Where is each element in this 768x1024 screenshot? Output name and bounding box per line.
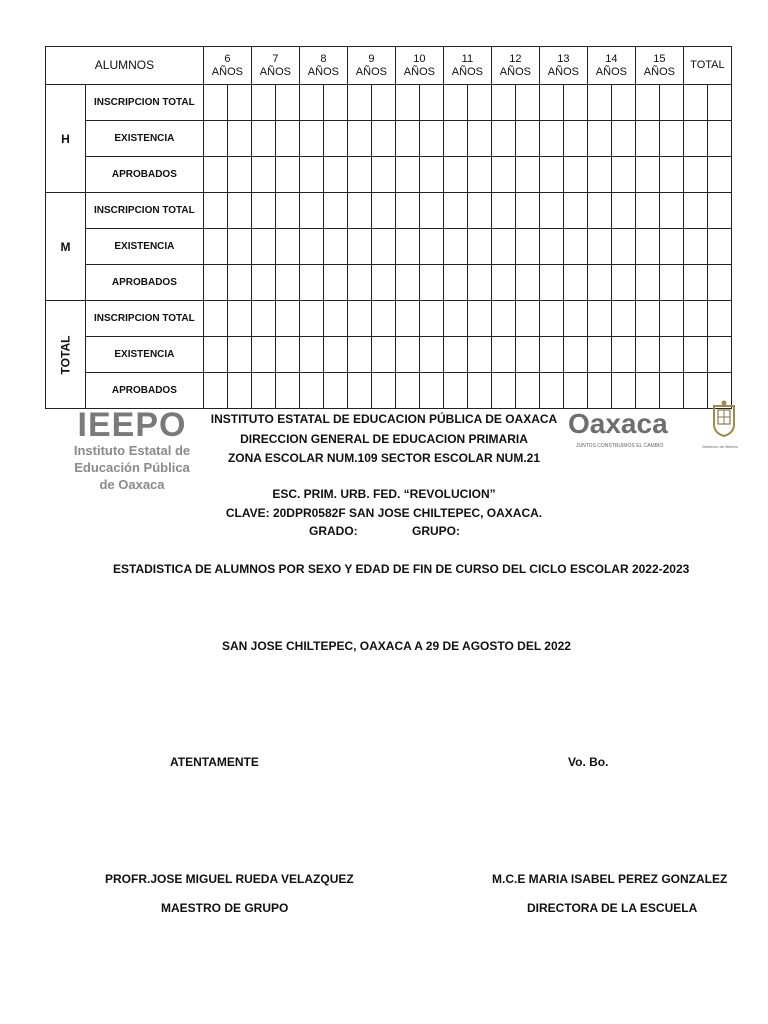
data-cell[interactable] <box>299 373 323 409</box>
data-cell[interactable] <box>299 121 323 157</box>
table-header-row <box>46 47 732 85</box>
header-age-number: 15 <box>653 52 666 65</box>
header-age-unit: AÑOS <box>547 65 579 78</box>
header-age <box>203 47 251 85</box>
data-cell[interactable] <box>587 265 611 301</box>
data-cell[interactable] <box>707 265 731 301</box>
header-age <box>395 47 443 85</box>
data-cell[interactable] <box>683 121 707 157</box>
data-cell[interactable] <box>371 265 395 301</box>
grupo-label: GRUPO: <box>412 524 460 538</box>
data-cell[interactable] <box>251 265 275 301</box>
data-cell[interactable] <box>467 337 491 373</box>
header-age-unit: AÑOS <box>451 65 483 78</box>
left-signatory-role: MAESTRO DE GRUPO <box>161 901 289 915</box>
data-cell[interactable] <box>635 373 659 409</box>
table-row <box>46 121 732 157</box>
data-cell[interactable] <box>539 265 563 301</box>
data-cell[interactable] <box>515 121 539 157</box>
data-cell[interactable] <box>611 301 635 337</box>
data-cell[interactable] <box>611 265 635 301</box>
data-cell[interactable] <box>395 265 419 301</box>
right-signatory-name: M.C.E MARIA ISABEL PEREZ GONZALEZ <box>492 872 728 886</box>
data-cell[interactable] <box>467 301 491 337</box>
data-cell[interactable] <box>203 337 227 373</box>
data-cell[interactable] <box>203 193 227 229</box>
data-cell[interactable] <box>395 121 419 157</box>
data-cell[interactable] <box>659 337 683 373</box>
data-cell[interactable] <box>683 85 707 121</box>
data-cell[interactable] <box>587 229 611 265</box>
data-cell[interactable] <box>323 373 347 409</box>
data-cell[interactable] <box>203 301 227 337</box>
data-cell[interactable] <box>563 301 587 337</box>
left-salutation: ATENTAMENTE <box>170 755 259 769</box>
group-label <box>46 85 86 193</box>
data-cell[interactable] <box>251 157 275 193</box>
data-cell[interactable] <box>659 121 683 157</box>
data-cell[interactable] <box>395 193 419 229</box>
data-cell[interactable] <box>707 193 731 229</box>
row-label: INSCRIPCION TOTAL <box>85 301 203 337</box>
data-cell[interactable] <box>227 229 251 265</box>
data-cell[interactable] <box>467 85 491 121</box>
data-cell[interactable] <box>443 157 467 193</box>
data-cell[interactable] <box>683 337 707 373</box>
data-cell[interactable] <box>683 265 707 301</box>
data-cell[interactable] <box>563 337 587 373</box>
data-cell[interactable] <box>611 337 635 373</box>
data-cell[interactable] <box>467 157 491 193</box>
data-cell[interactable] <box>707 85 731 121</box>
header-age-unit: AÑOS <box>355 65 387 78</box>
right-salutation: Vo. Bo. <box>568 755 609 769</box>
data-cell[interactable] <box>419 157 443 193</box>
data-cell[interactable] <box>539 85 563 121</box>
header-age-number: 10 <box>413 52 426 65</box>
data-cell[interactable] <box>347 121 371 157</box>
data-cell[interactable] <box>275 301 299 337</box>
data-cell[interactable] <box>371 193 395 229</box>
data-cell[interactable] <box>539 157 563 193</box>
data-cell[interactable] <box>491 121 515 157</box>
data-cell[interactable] <box>635 85 659 121</box>
data-cell[interactable] <box>227 121 251 157</box>
data-cell[interactable] <box>227 265 251 301</box>
header-age-number: 14 <box>605 52 618 65</box>
data-cell[interactable] <box>323 229 347 265</box>
data-cell[interactable] <box>467 121 491 157</box>
ieepo-logo-sub: de Oaxaca <box>99 477 165 492</box>
data-cell[interactable] <box>707 337 731 373</box>
institution-heading <box>200 411 568 466</box>
data-cell[interactable] <box>587 301 611 337</box>
data-cell[interactable] <box>635 121 659 157</box>
data-cell[interactable] <box>227 373 251 409</box>
data-cell[interactable] <box>611 157 635 193</box>
table-row <box>46 229 732 265</box>
data-cell[interactable] <box>203 157 227 193</box>
data-cell[interactable] <box>251 337 275 373</box>
data-cell[interactable] <box>611 373 635 409</box>
data-cell[interactable] <box>395 85 419 121</box>
data-cell[interactable] <box>299 157 323 193</box>
data-cell[interactable] <box>227 157 251 193</box>
data-cell[interactable] <box>443 121 467 157</box>
data-cell[interactable] <box>635 229 659 265</box>
data-cell[interactable] <box>515 301 539 337</box>
header-age <box>491 47 539 85</box>
data-cell[interactable] <box>515 157 539 193</box>
data-cell[interactable] <box>419 301 443 337</box>
data-cell[interactable] <box>251 85 275 121</box>
data-cell[interactable] <box>707 121 731 157</box>
data-cell[interactable] <box>587 337 611 373</box>
data-cell[interactable] <box>659 373 683 409</box>
data-cell[interactable] <box>683 301 707 337</box>
heading-line: DIRECCION GENERAL DE EDUCACION PRIMARIA <box>240 432 528 446</box>
header-age-unit: AÑOS <box>643 65 675 78</box>
data-cell[interactable] <box>419 265 443 301</box>
ieepo-logo <box>62 408 202 493</box>
shield-caption: Gobierno de México <box>702 444 738 449</box>
data-cell[interactable] <box>323 193 347 229</box>
data-cell[interactable] <box>371 85 395 121</box>
group-label-text: TOTAL <box>58 335 73 374</box>
data-cell[interactable] <box>299 85 323 121</box>
row-label: APROBADOS <box>85 157 203 193</box>
data-cell[interactable] <box>467 373 491 409</box>
data-cell[interactable] <box>563 373 587 409</box>
table-row <box>46 265 732 301</box>
grado-label: GRADO: <box>309 524 358 538</box>
ieepo-logo-sub: Educación Pública <box>74 460 190 475</box>
oaxaca-logo-slogan: JUNTOS CONSTRUIMOS EL CAMBIO <box>576 443 664 449</box>
heading-line: ZONA ESCOLAR NUM.109 SECTOR ESCOLAR NUM.21 <box>227 451 541 465</box>
data-cell[interactable] <box>539 229 563 265</box>
data-cell[interactable] <box>275 229 299 265</box>
data-cell[interactable] <box>347 157 371 193</box>
data-cell[interactable] <box>683 157 707 193</box>
data-cell[interactable] <box>539 121 563 157</box>
left-signatory-name: PROFR.JOSE MIGUEL RUEDA VELAZQUEZ <box>105 872 354 886</box>
data-cell[interactable] <box>443 229 467 265</box>
data-cell[interactable] <box>659 229 683 265</box>
data-cell[interactable] <box>635 337 659 373</box>
header-age <box>443 47 491 85</box>
data-cell[interactable] <box>419 85 443 121</box>
state-shield-icon <box>708 400 740 438</box>
data-cell[interactable] <box>275 337 299 373</box>
data-cell[interactable] <box>515 337 539 373</box>
header-age <box>587 47 635 85</box>
data-cell[interactable] <box>371 373 395 409</box>
data-cell[interactable] <box>563 121 587 157</box>
header-age-number: 12 <box>509 52 522 65</box>
data-cell[interactable] <box>467 193 491 229</box>
data-cell[interactable] <box>275 373 299 409</box>
data-cell[interactable] <box>491 229 515 265</box>
data-cell[interactable] <box>323 157 347 193</box>
data-cell[interactable] <box>659 301 683 337</box>
header-age <box>251 47 299 85</box>
data-cell[interactable] <box>515 229 539 265</box>
row-label: APROBADOS <box>85 265 203 301</box>
data-cell[interactable] <box>467 265 491 301</box>
data-cell[interactable] <box>515 265 539 301</box>
data-cell[interactable] <box>515 85 539 121</box>
header-age <box>635 47 683 85</box>
data-cell[interactable] <box>323 301 347 337</box>
oaxaca-logo-word: Oaxaca <box>568 408 668 439</box>
data-cell[interactable] <box>659 265 683 301</box>
data-cell[interactable] <box>371 121 395 157</box>
data-cell[interactable] <box>227 337 251 373</box>
ieepo-logo-sub: Instituto Estatal de <box>73 443 191 458</box>
data-cell[interactable] <box>299 193 323 229</box>
group-label-text: M <box>60 239 71 254</box>
header-age-number: 9 <box>368 52 375 65</box>
data-cell[interactable] <box>563 193 587 229</box>
data-cell[interactable] <box>563 157 587 193</box>
data-cell[interactable] <box>491 373 515 409</box>
data-cell[interactable] <box>275 121 299 157</box>
data-cell[interactable] <box>563 85 587 121</box>
data-cell[interactable] <box>203 373 227 409</box>
data-cell[interactable] <box>371 157 395 193</box>
data-cell[interactable] <box>227 193 251 229</box>
data-cell[interactable] <box>539 301 563 337</box>
data-cell[interactable] <box>443 373 467 409</box>
data-cell[interactable] <box>539 193 563 229</box>
data-cell[interactable] <box>347 265 371 301</box>
data-cell[interactable] <box>227 85 251 121</box>
data-cell[interactable] <box>611 229 635 265</box>
header-age-unit: AÑOS <box>499 65 531 78</box>
stats-table <box>45 46 732 409</box>
data-cell[interactable] <box>539 337 563 373</box>
data-cell[interactable] <box>275 193 299 229</box>
data-cell[interactable] <box>443 193 467 229</box>
heading-line: INSTITUTO ESTATAL DE EDUCACION PÚBLICA DE OAXACA <box>210 412 558 426</box>
row-label: INSCRIPCION TOTAL <box>85 193 203 229</box>
data-cell[interactable] <box>539 373 563 409</box>
data-cell[interactable] <box>299 229 323 265</box>
data-cell[interactable] <box>683 193 707 229</box>
data-cell[interactable] <box>251 301 275 337</box>
table-row <box>46 157 732 193</box>
data-cell[interactable] <box>587 157 611 193</box>
data-cell[interactable] <box>491 193 515 229</box>
row-label: INSCRIPCION TOTAL <box>85 85 203 121</box>
oaxaca-logo <box>568 408 748 454</box>
school-clave: CLAVE: 20DPR0582F SAN JOSE CHILTEPEC, OAXACA. <box>225 506 543 520</box>
data-cell[interactable] <box>443 85 467 121</box>
data-cell[interactable] <box>395 337 419 373</box>
table-row <box>46 301 732 337</box>
header-age-number: 13 <box>557 52 570 65</box>
header-age <box>299 47 347 85</box>
table-row <box>46 193 732 229</box>
data-cell[interactable] <box>707 229 731 265</box>
data-cell[interactable] <box>611 193 635 229</box>
data-cell[interactable] <box>203 265 227 301</box>
data-cell[interactable] <box>659 193 683 229</box>
data-cell[interactable] <box>515 373 539 409</box>
table-row <box>46 85 732 121</box>
data-cell[interactable] <box>563 229 587 265</box>
data-cell[interactable] <box>707 301 731 337</box>
header-age-unit: AÑOS <box>259 65 291 78</box>
data-cell[interactable] <box>203 121 227 157</box>
data-cell[interactable] <box>419 229 443 265</box>
row-label: EXISTENCIA <box>85 229 203 265</box>
group-label <box>46 193 86 301</box>
data-cell[interactable] <box>347 193 371 229</box>
data-cell[interactable] <box>323 121 347 157</box>
data-cell[interactable] <box>419 373 443 409</box>
data-cell[interactable] <box>347 337 371 373</box>
data-cell[interactable] <box>395 301 419 337</box>
data-cell[interactable] <box>227 301 251 337</box>
header-age-unit: AÑOS <box>211 65 243 78</box>
group-label-text: H <box>61 131 70 146</box>
data-cell[interactable] <box>443 301 467 337</box>
data-cell[interactable] <box>371 229 395 265</box>
data-cell[interactable] <box>203 85 227 121</box>
data-cell[interactable] <box>419 121 443 157</box>
data-cell[interactable] <box>395 229 419 265</box>
data-cell[interactable] <box>491 301 515 337</box>
data-cell[interactable] <box>299 301 323 337</box>
data-cell[interactable] <box>371 301 395 337</box>
data-cell[interactable] <box>371 337 395 373</box>
ieepo-logo-mark: IEEPO <box>77 406 187 444</box>
data-cell[interactable] <box>251 373 275 409</box>
data-cell[interactable] <box>347 301 371 337</box>
data-cell[interactable] <box>251 229 275 265</box>
data-cell[interactable] <box>251 121 275 157</box>
data-cell[interactable] <box>347 373 371 409</box>
data-cell[interactable] <box>323 85 347 121</box>
header-age-unit: AÑOS <box>403 65 435 78</box>
data-cell[interactable] <box>491 337 515 373</box>
place-date: SAN JOSE CHILTEPEC, OAXACA A 29 DE AGOSTO DEL 2022 <box>222 639 571 653</box>
data-cell[interactable] <box>323 337 347 373</box>
data-cell[interactable] <box>635 157 659 193</box>
header-age-unit: AÑOS <box>307 65 339 78</box>
header-alumnos: ALUMNOS <box>46 47 204 85</box>
header-age-unit: AÑOS <box>595 65 627 78</box>
header-age-number: 6 <box>224 52 231 65</box>
data-cell[interactable] <box>563 265 587 301</box>
data-cell[interactable] <box>659 85 683 121</box>
data-cell[interactable] <box>347 85 371 121</box>
data-cell[interactable] <box>659 157 683 193</box>
row-label: EXISTENCIA <box>85 337 203 373</box>
data-cell[interactable] <box>419 337 443 373</box>
data-cell[interactable] <box>683 373 707 409</box>
header-age-number: 7 <box>272 52 279 65</box>
row-label: APROBADOS <box>85 373 203 409</box>
data-cell[interactable] <box>395 373 419 409</box>
data-cell[interactable] <box>707 157 731 193</box>
data-cell[interactable] <box>275 157 299 193</box>
data-cell[interactable] <box>587 193 611 229</box>
data-cell[interactable] <box>275 265 299 301</box>
data-cell[interactable] <box>299 265 323 301</box>
data-cell[interactable] <box>443 337 467 373</box>
header-age-number: 11 <box>461 52 474 65</box>
table-row <box>46 373 732 409</box>
data-cell[interactable] <box>323 265 347 301</box>
data-cell[interactable] <box>683 229 707 265</box>
school-heading <box>200 486 568 521</box>
table-row <box>46 337 732 373</box>
group-label <box>46 301 86 409</box>
data-cell[interactable] <box>443 265 467 301</box>
data-cell[interactable] <box>635 193 659 229</box>
header-age <box>347 47 395 85</box>
data-cell[interactable] <box>635 301 659 337</box>
data-cell[interactable] <box>587 121 611 157</box>
data-cell[interactable] <box>275 85 299 121</box>
header-total: TOTAL <box>683 47 731 85</box>
header-age <box>539 47 587 85</box>
data-cell[interactable] <box>299 337 323 373</box>
data-cell[interactable] <box>491 85 515 121</box>
data-cell[interactable] <box>611 85 635 121</box>
data-cell[interactable] <box>491 265 515 301</box>
header-age-number: 8 <box>320 52 327 65</box>
report-title: ESTADISTICA DE ALUMNOS POR SEXO Y EDAD DE FIN DE CURSO DEL CICLO ESCOLAR 2022-2023 <box>113 562 690 576</box>
data-cell[interactable] <box>611 121 635 157</box>
data-cell[interactable] <box>587 85 611 121</box>
data-cell[interactable] <box>515 193 539 229</box>
data-cell[interactable] <box>251 193 275 229</box>
data-cell[interactable] <box>203 229 227 265</box>
data-cell[interactable] <box>395 157 419 193</box>
data-cell[interactable] <box>635 265 659 301</box>
data-cell[interactable] <box>467 229 491 265</box>
data-cell[interactable] <box>419 193 443 229</box>
data-cell[interactable] <box>347 229 371 265</box>
right-signatory-role: DIRECTORA DE LA ESCUELA <box>527 901 698 915</box>
data-cell[interactable] <box>491 157 515 193</box>
data-cell[interactable] <box>587 373 611 409</box>
school-name: ESC. PRIM. URB. FED. “REVOLUCION” <box>272 487 496 501</box>
row-label: EXISTENCIA <box>85 121 203 157</box>
